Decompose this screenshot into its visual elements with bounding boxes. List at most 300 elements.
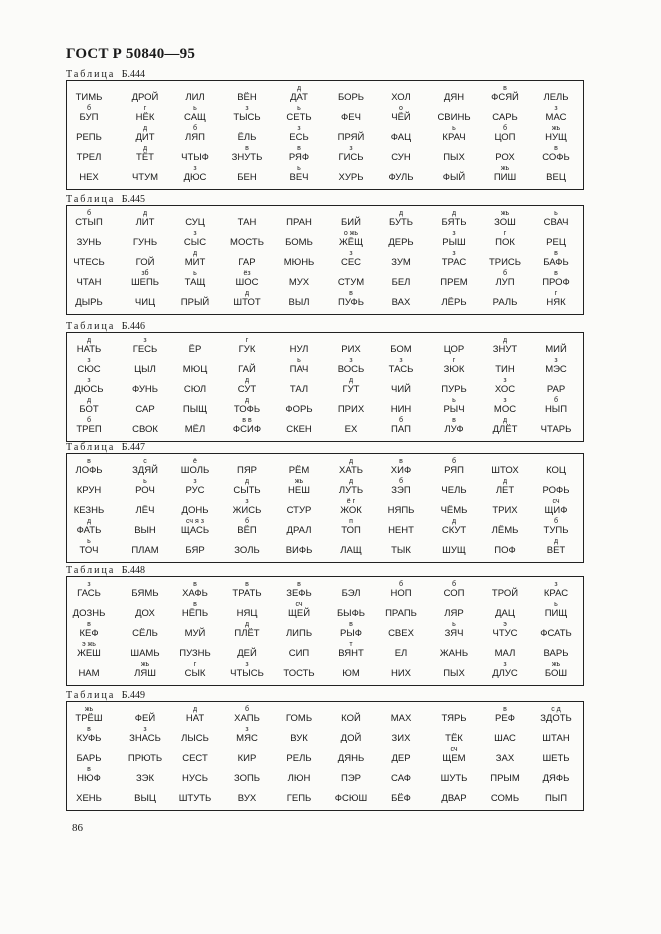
table-cell — [169, 706, 221, 724]
diacritic-mark: сч — [552, 498, 560, 505]
table-cell — [325, 230, 377, 248]
table-cell — [428, 706, 480, 724]
diacritic-mark: п — [349, 518, 353, 525]
table-cell — [325, 165, 377, 183]
syllable-word: НЁК — [135, 112, 155, 123]
syllable-word: ШОЛЬ — [180, 465, 210, 476]
diacritic-mark — [119, 746, 171, 753]
table-cell — [119, 105, 171, 123]
diacritic-mark — [221, 766, 273, 773]
table-cell — [169, 230, 221, 248]
diacritic-mark: б — [398, 581, 403, 588]
syllable-word: РЕФ — [495, 713, 515, 724]
syllable-word: НОП — [390, 588, 412, 599]
syllable-word: ХОЛ — [391, 92, 411, 103]
diacritic-mark — [221, 165, 273, 172]
syllable-word: НЯЦ — [236, 608, 258, 619]
diacritic-mark: о — [399, 105, 403, 112]
diacritic-mark — [63, 270, 115, 277]
table-cell — [273, 377, 325, 395]
diacritic-mark: ь — [87, 538, 91, 545]
table-cell — [169, 518, 221, 536]
table-cell — [428, 210, 480, 228]
syllable-word: МАХ — [390, 713, 412, 724]
syllable-word: НЁПЬ — [181, 608, 209, 619]
syllable-word: ЗНУТЬ — [231, 152, 263, 163]
table-cell — [63, 230, 115, 248]
syllable-word: ШОС — [235, 277, 259, 288]
diacritic-mark: з — [452, 230, 456, 237]
diacritic-mark: з — [349, 250, 353, 257]
diacritic-mark — [221, 538, 273, 545]
table-cell — [119, 85, 171, 103]
table-cell — [221, 498, 273, 516]
table-cell — [479, 125, 531, 143]
diacritic-mark: г — [143, 105, 147, 112]
table-caption-prefix: Таблица — [66, 321, 116, 332]
table-cell — [169, 290, 221, 308]
syllable-word: ГУНЬ — [132, 237, 158, 248]
diacritic-mark: в — [87, 458, 91, 465]
table-cell — [530, 641, 582, 659]
table-cell — [221, 538, 273, 556]
table-cell — [221, 786, 273, 804]
table-cell — [169, 746, 221, 764]
table-cell — [325, 661, 377, 679]
table-cell — [530, 661, 582, 679]
table-caption — [66, 321, 145, 332]
diacritic-mark: в — [349, 290, 353, 297]
table-caption-number: Б.444 — [121, 69, 146, 80]
diacritic-mark — [221, 746, 273, 753]
diacritic-mark: з — [87, 377, 91, 384]
diacritic-mark — [273, 290, 325, 297]
diacritic-mark — [63, 746, 115, 753]
syllable-word: РЕЦ — [546, 237, 566, 248]
table-cell — [119, 498, 171, 516]
diacritic-mark: д — [244, 478, 250, 485]
table-cell — [375, 230, 427, 248]
syllable-word: ВЯНТ — [338, 648, 364, 659]
diacritic-mark: в — [554, 145, 558, 152]
table-cell — [375, 498, 427, 516]
syllable-word: ПЫП — [544, 793, 568, 804]
table-cell — [530, 706, 582, 724]
syllable-word: ВЫЛ — [288, 297, 310, 308]
syllable-word: СЮЛ — [183, 384, 207, 395]
diacritic-mark — [273, 706, 325, 713]
diacritic-mark — [479, 498, 531, 505]
table-cell — [63, 125, 115, 143]
table-caption-number: Б.447 — [121, 442, 146, 453]
syllable-word: ФЫЙ — [442, 172, 466, 183]
diacritic-mark: в — [193, 601, 197, 608]
table-cell — [428, 357, 480, 375]
syllable-word: ПРИХ — [337, 404, 365, 415]
table-cell — [273, 210, 325, 228]
syllable-word: ГОЙ — [135, 257, 155, 268]
table-cell — [119, 458, 171, 476]
diacritic-mark: о жь — [343, 230, 359, 237]
diacritic-mark — [479, 538, 531, 545]
syllable-word: ПАП — [391, 424, 411, 435]
diacritic-mark: д — [244, 621, 250, 628]
syllable-word: БЯР — [185, 545, 205, 556]
diacritic-mark — [221, 641, 273, 648]
table-cell — [375, 210, 427, 228]
syllable-word: НАТ — [185, 713, 205, 724]
table-cell — [375, 581, 427, 599]
syllable-word: ХУРЬ — [338, 172, 364, 183]
syllable-word: ФЕЙ — [134, 713, 156, 724]
syllable-word: ПЛЁТ — [234, 628, 260, 639]
table-cell — [169, 458, 221, 476]
table-cell — [530, 621, 582, 639]
diacritic-mark — [428, 478, 480, 485]
syllable-word: ШАС — [494, 733, 516, 744]
table-cell — [325, 397, 377, 415]
diacritic-mark — [530, 641, 582, 648]
syllable-word: ЗОПЬ — [233, 773, 261, 784]
table-cell — [119, 786, 171, 804]
syllable-word: ТЁТ — [136, 152, 154, 163]
table-cell — [325, 337, 377, 355]
table-cell — [169, 621, 221, 639]
diacritic-mark — [273, 397, 325, 404]
diacritic-mark: з — [143, 726, 147, 733]
table-cell — [428, 337, 480, 355]
diacritic-mark — [63, 661, 115, 668]
syllable-word: НУЩ — [545, 132, 567, 143]
table-cell — [63, 786, 115, 804]
table-cell — [530, 601, 582, 619]
syllable-word: ЦОП — [494, 132, 516, 143]
syllable-word: ПУРЬ — [441, 384, 467, 395]
diacritic-mark: д — [244, 377, 250, 384]
table-caption-prefix: Таблица — [66, 69, 116, 80]
diacritic-mark — [169, 641, 221, 648]
syllable-word: БУП — [79, 112, 99, 123]
diacritic-mark — [221, 230, 273, 237]
syllable-word: ТРИСЬ — [488, 257, 522, 268]
syllable-word: НЕШ — [288, 485, 310, 496]
syllable-word: ЧТЕСЬ — [73, 257, 105, 268]
syllable-word: ЛЕЛЬ — [543, 92, 569, 103]
syllable-word: ДОНЬ — [181, 505, 209, 516]
syllable-word: СЫК — [184, 668, 206, 679]
syllable-word: ВЁН — [237, 92, 257, 103]
syllable-word: ФСЯЙ — [491, 92, 519, 103]
table-cell — [325, 377, 377, 395]
syllable-word: БОМ — [390, 344, 412, 355]
diacritic-mark — [530, 165, 582, 172]
syllable-word: ТОСТЬ — [283, 668, 315, 679]
syllable-word: НЮФ — [77, 773, 101, 784]
syllable-word: ДЛУС — [492, 668, 518, 679]
syllable-word: ЁЛЬ — [237, 132, 257, 143]
diacritic-mark: ь — [297, 357, 301, 364]
syllable-word: ЗИХ — [391, 733, 411, 744]
syllable-word: ГУК — [238, 344, 256, 355]
table-cell — [530, 125, 582, 143]
diacritic-mark: жь — [551, 661, 561, 668]
diacritic-mark: жь — [551, 125, 561, 132]
diacritic-mark — [479, 357, 531, 364]
table-caption-prefix: Таблица — [66, 442, 116, 453]
diacritic-mark — [273, 337, 325, 344]
table-cell — [530, 458, 582, 476]
table-caption — [66, 565, 145, 576]
table-cell — [479, 518, 531, 536]
diacritic-mark: в — [554, 270, 558, 277]
syllable-word: ПОФ — [494, 545, 516, 556]
syllable-word: ДРАЛ — [286, 525, 312, 536]
diacritic-mark — [530, 85, 582, 92]
table-cell — [169, 105, 221, 123]
table-cell — [325, 518, 377, 536]
diacritic-mark — [273, 661, 325, 668]
syllable-word: ПУФЬ — [337, 297, 364, 308]
table-cell — [63, 85, 115, 103]
syllable-word: БОШ — [544, 668, 568, 679]
diacritic-mark: ь — [554, 210, 558, 217]
syllable-word: ЕХ — [344, 424, 358, 435]
table-cell — [63, 337, 115, 355]
syllable-word: ДЕРЬ — [388, 237, 414, 248]
table-cell — [325, 417, 377, 435]
syllable-word: ПРАН — [286, 217, 312, 228]
syllable-word: ТИМЬ — [75, 92, 103, 103]
table-cell — [221, 621, 273, 639]
syllable-word: РОХ — [495, 152, 515, 163]
table-cell — [428, 458, 480, 476]
diacritic-mark: з — [245, 661, 249, 668]
table-cell — [119, 337, 171, 355]
table-cell — [479, 601, 531, 619]
table-cell — [169, 250, 221, 268]
table-cell — [428, 538, 480, 556]
table-cell — [325, 85, 377, 103]
syllable-word: ТРОЙ — [491, 588, 519, 599]
syllable-word: ЖИСЬ — [232, 505, 262, 516]
table-cell — [221, 726, 273, 744]
table-cell — [221, 165, 273, 183]
syllable-word: СИП — [288, 648, 310, 659]
table-cell — [273, 726, 325, 744]
diacritic-mark — [375, 641, 427, 648]
syllable-word: СУТ — [237, 384, 257, 395]
table-cell — [221, 478, 273, 496]
syllable-word: СТЫП — [75, 217, 103, 228]
table-caption — [66, 194, 145, 205]
syllable-word: БИЙ — [341, 217, 361, 228]
table-cell — [375, 377, 427, 395]
diacritic-mark: д — [244, 290, 250, 297]
table-cell — [119, 478, 171, 496]
syllable-word: ЛЕТ — [495, 485, 515, 496]
table-cell — [119, 601, 171, 619]
table-cell — [63, 766, 115, 784]
table-cell — [375, 337, 427, 355]
syllable-word: БЁФ — [391, 793, 411, 804]
diacritic-mark — [273, 270, 325, 277]
syllable-word: ТЁК — [445, 733, 463, 744]
table-cell — [221, 125, 273, 143]
diacritic-mark — [169, 498, 221, 505]
diacritic-mark — [428, 165, 480, 172]
diacritic-mark — [479, 726, 531, 733]
table-cell — [63, 417, 115, 435]
table-cell — [273, 538, 325, 556]
diacritic-mark: сч — [450, 746, 458, 753]
diacritic-mark: г — [503, 230, 507, 237]
syllable-word: ШТУТЬ — [178, 793, 212, 804]
syllable-word: ФУНЬ — [132, 384, 158, 395]
syllable-word: ТАЩ — [184, 277, 206, 288]
table-caption-number: Б.446 — [121, 321, 146, 332]
diacritic-mark — [375, 498, 427, 505]
diacritic-mark: з — [193, 478, 197, 485]
diacritic-mark: з — [503, 377, 507, 384]
syllable-word: РЯП — [444, 465, 464, 476]
syllable-word: ТАН — [237, 217, 257, 228]
table-cell — [221, 766, 273, 784]
table-cell — [221, 746, 273, 764]
table-cell — [325, 357, 377, 375]
syllable-word: ВЕТ — [546, 545, 566, 556]
table-cell — [428, 85, 480, 103]
table-cell — [325, 498, 377, 516]
diacritic-mark — [479, 766, 531, 773]
syllable-word: ЗУНЬ — [76, 237, 102, 248]
diacritic-mark: жь — [140, 661, 150, 668]
table-cell — [530, 357, 582, 375]
word-table — [66, 576, 584, 686]
table-caption-prefix: Таблица — [66, 194, 116, 205]
diacritic-mark: з — [87, 581, 91, 588]
table-cell — [375, 538, 427, 556]
table-cell — [479, 641, 531, 659]
table-cell — [428, 726, 480, 744]
syllable-word: ЖАНЬ — [439, 648, 469, 659]
diacritic-mark — [375, 397, 427, 404]
diacritic-mark — [428, 377, 480, 384]
syllable-word: ПРАПЬ — [385, 608, 417, 619]
table-cell — [119, 210, 171, 228]
table-cell — [273, 397, 325, 415]
table-cell — [169, 581, 221, 599]
syllable-word: ДРОЙ — [131, 92, 159, 103]
syllable-word: ДЕЙ — [237, 648, 257, 659]
syllable-word: НАТЬ — [76, 344, 102, 355]
table-cell — [63, 661, 115, 679]
table-cell — [325, 706, 377, 724]
syllable-word: ЛЁЧ — [135, 505, 155, 516]
table-cell — [375, 661, 427, 679]
table-caption-number: Б.445 — [121, 194, 146, 205]
diacritic-mark — [530, 417, 582, 424]
syllable-word: БЭЛ — [341, 588, 361, 599]
diacritic-mark — [273, 641, 325, 648]
diacritic-mark — [325, 397, 377, 404]
diacritic-mark — [428, 706, 480, 713]
syllable-word: МАЛ — [494, 648, 516, 659]
syllable-word: ДЯФЬ — [542, 773, 570, 784]
word-table — [66, 80, 584, 190]
syllable-word: МАС — [545, 112, 567, 123]
syllable-word: РЯФ — [288, 152, 310, 163]
table-cell — [375, 250, 427, 268]
diacritic-mark — [325, 786, 377, 793]
syllable-word: ЧЁЙ — [391, 112, 411, 123]
diacritic-mark: д — [142, 210, 148, 217]
diacritic-mark: б — [398, 417, 403, 424]
table-cell — [325, 270, 377, 288]
diacritic-mark — [428, 145, 480, 152]
table-cell — [325, 145, 377, 163]
diacritic-mark — [428, 290, 480, 297]
table-cell — [479, 250, 531, 268]
table-caption-number: Б.448 — [121, 565, 146, 576]
diacritic-mark — [375, 621, 427, 628]
diacritic-mark — [375, 290, 427, 297]
syllable-word: ФЕЧ — [341, 112, 361, 123]
table-cell — [169, 661, 221, 679]
syllable-word: ЗЯЧ — [444, 628, 464, 639]
table-cell — [119, 641, 171, 659]
syllable-word: ЮМ — [342, 668, 360, 679]
table-cell — [169, 165, 221, 183]
syllable-word: ЗНАСЬ — [129, 733, 161, 744]
table-cell — [375, 357, 427, 375]
table-cell — [375, 621, 427, 639]
table-cell — [221, 230, 273, 248]
table-cell — [273, 290, 325, 308]
table-cell — [63, 397, 115, 415]
table-cell — [428, 165, 480, 183]
table-cell — [375, 270, 427, 288]
syllable-word: ХАФЬ — [182, 588, 208, 599]
syllable-word: КРУН — [76, 485, 102, 496]
syllable-word: ЁР — [188, 344, 202, 355]
syllable-word: СОМЬ — [490, 793, 520, 804]
syllable-word: ВЕЧ — [289, 172, 309, 183]
table-cell — [119, 706, 171, 724]
table-cell — [479, 270, 531, 288]
table-cell — [169, 210, 221, 228]
syllable-word: ФАТЬ — [76, 525, 102, 536]
diacritic-mark — [119, 230, 171, 237]
syllable-word: СКУТ — [441, 525, 467, 536]
table-cell — [428, 581, 480, 599]
diacritic-mark — [530, 766, 582, 773]
diacritic-mark: ь — [297, 105, 301, 112]
table-cell — [273, 270, 325, 288]
syllable-word: КУФЬ — [76, 733, 102, 744]
syllable-word: БЯМЬ — [131, 588, 159, 599]
syllable-word: СКЕН — [286, 424, 312, 435]
diacritic-mark: д — [192, 706, 198, 713]
syllable-word: СЫС — [183, 237, 207, 248]
table-cell — [479, 377, 531, 395]
table-cell — [221, 581, 273, 599]
diacritic-mark — [119, 601, 171, 608]
diacritic-mark: з — [245, 105, 249, 112]
table-caption-prefix: Таблица — [66, 690, 116, 701]
diacritic-mark — [221, 250, 273, 257]
diacritic-mark — [169, 766, 221, 773]
table-cell — [428, 417, 480, 435]
